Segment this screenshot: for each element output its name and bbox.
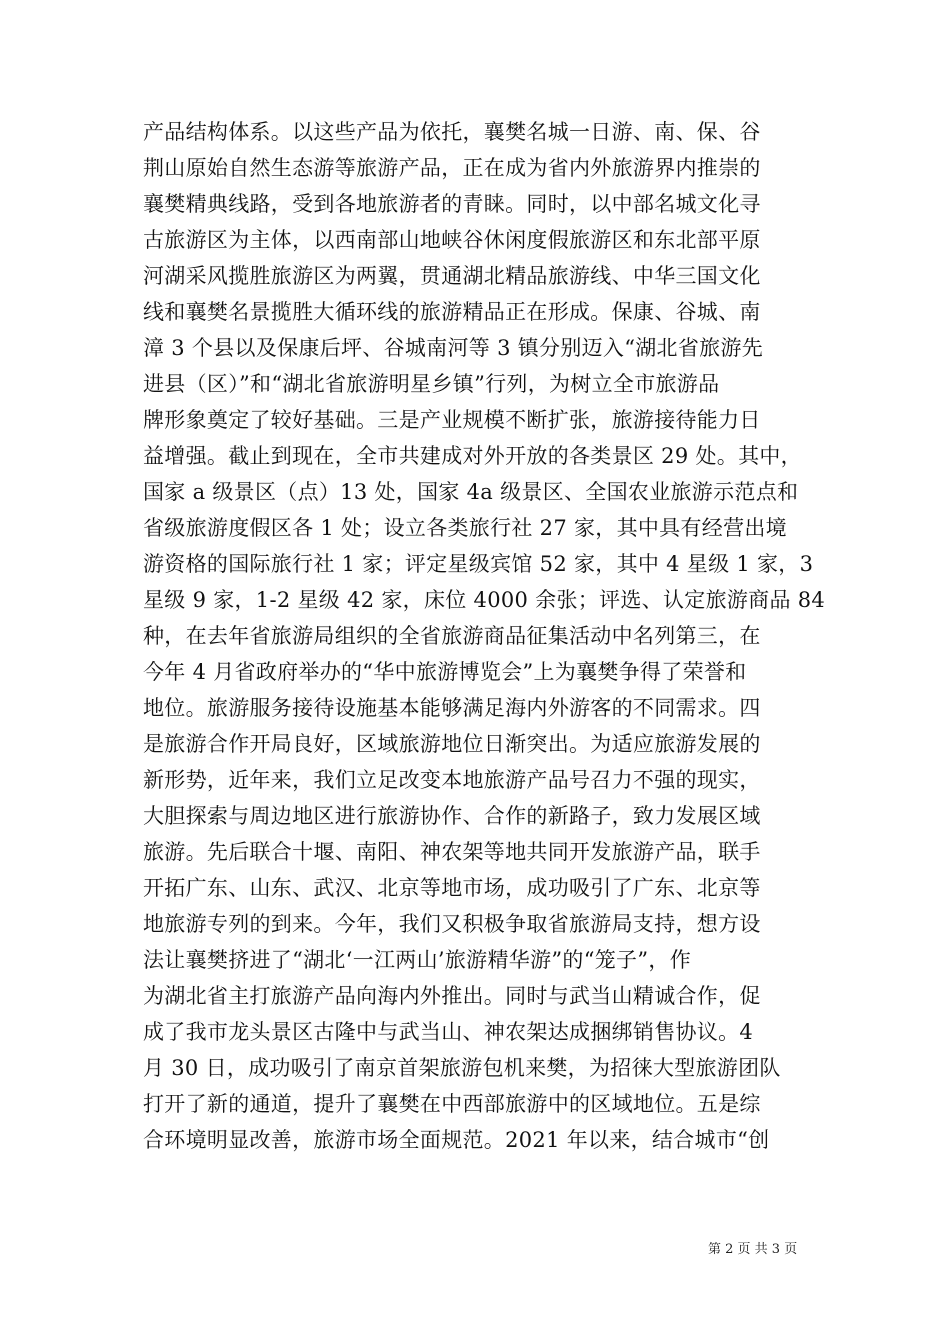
text-line: 合环境明显改善，旅游市场全面规范。2021 年以来，结合城市“创 bbox=[143, 1128, 770, 1152]
text-line: 为湖北省主打旅游产品向海内外推出。同时与武当山精诚合作，促 bbox=[143, 984, 761, 1008]
text-line: 是旅游合作开局良好，区域旅游地位日渐突出。为适应旅游发展的 bbox=[143, 732, 761, 756]
text-line: 牌形象奠定了较好基础。三是产业规模不断扩张，旅游接待能力日 bbox=[143, 408, 761, 432]
page-number-footer: 第 2 页 共 3 页 bbox=[708, 1242, 798, 1257]
text-line: 打开了新的通道，提升了襄樊在中西部旅游中的区域地位。五是综 bbox=[143, 1092, 761, 1116]
text-line: 襄樊精典线路，受到各地旅游者的青睐。同时，以中部名城文化寻 bbox=[143, 192, 761, 216]
text-line: 荆山原始自然生态游等旅游产品，正在成为省内外旅游界内推崇的 bbox=[143, 156, 761, 180]
text-line: 省级旅游度假区各 1 处；设立各类旅行社 27 家，其中具有经营出境 bbox=[143, 516, 787, 540]
text-line: 河湖采风揽胜旅游区为两翼，贯通湖北精品旅游线、中华三国文化 bbox=[143, 264, 761, 288]
text-line: 线和襄樊名景揽胜大循环线的旅游精品正在形成。保康、谷城、南 bbox=[143, 300, 761, 324]
text-line: 地旅游专列的到来。今年，我们又积极争取省旅游局支持，想方设 bbox=[143, 912, 761, 936]
text-line: 月 30 日，成功吸引了南京首架旅游包机来樊，为招徕大型旅游团队 bbox=[143, 1056, 781, 1080]
text-line: 成了我市龙头景区古隆中与武当山、神农架达成捆绑销售协议。4 bbox=[143, 1020, 754, 1044]
text-line: 益增强。截止到现在，全市共建成对外开放的各类景区 29 处。其中， bbox=[143, 444, 802, 468]
body-text bbox=[143, 114, 826, 1158]
text-line: 进县（区）”和“湖北省旅游明星乡镇”行列，为树立全市旅游品 bbox=[143, 372, 720, 396]
text-line: 法让襄樊挤进了“湖北‘一江两山’旅游精华游”的“笼子”，作 bbox=[143, 948, 691, 972]
text-line: 漳 3 个县以及保康后坪、谷城南河等 3 镇分别迈入“湖北省旅游先 bbox=[143, 336, 764, 360]
text-line: 星级 9 家，1-2 星级 42 家，床位 4000 余张；评选、认定旅游商品 84 bbox=[143, 588, 826, 612]
text-line: 旅游。先后联合十堰、南阳、神农架等地共同开发旅游产品，联手 bbox=[143, 840, 761, 864]
text-line: 种，在去年省旅游局组织的全省旅游商品征集活动中名列第三，在 bbox=[143, 624, 761, 648]
text-line: 产品结构体系。以这些产品为依托，襄樊名城一日游、南、保、谷 bbox=[143, 120, 761, 144]
text-line: 开拓广东、山东、武汉、北京等地市场，成功吸引了广东、北京等 bbox=[143, 876, 761, 900]
text-line: 国家 a 级景区（点）13 处，国家 4a 级景区、全国农业旅游示范点和 bbox=[143, 480, 799, 504]
text-line: 古旅游区为主体，以西南部山地峡谷休闲度假旅游区和东北部平原 bbox=[143, 228, 761, 252]
text-line: 游资格的国际旅行社 1 家；评定星级宾馆 52 家，其中 4 星级 1 家，3 bbox=[143, 552, 814, 576]
text-line: 地位。旅游服务接待设施基本能够满足海内外游客的不同需求。四 bbox=[143, 696, 761, 720]
text-line: 新形势，近年来，我们立足改变本地旅游产品号召力不强的现实， bbox=[143, 768, 761, 792]
text-line: 今年 4 月省政府举办的“华中旅游博览会”上为襄樊争得了荣誉和 bbox=[143, 660, 747, 684]
text-line: 大胆探索与周边地区进行旅游协作、合作的新路子，致力发展区域 bbox=[143, 804, 761, 828]
